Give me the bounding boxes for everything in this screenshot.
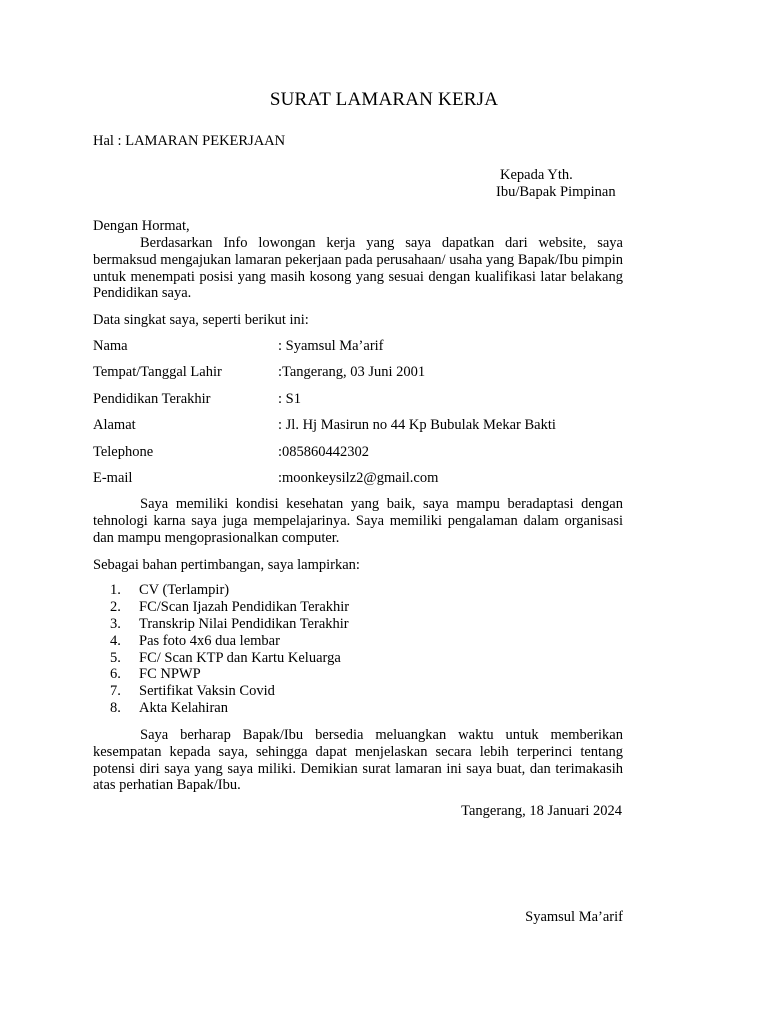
field-value-pendidikan: : S1 bbox=[278, 391, 301, 407]
list-item-text: CV (Terlampir) bbox=[139, 582, 230, 598]
field-label-telephone: Telephone bbox=[93, 444, 154, 460]
intro-paragraph-text: Berdasarkan Info lowongan kerja yang saya dapatkan dari website, saya bermaksud mengajukan lamaran pekerjaan pada perusahaan/ usaha yang Bapak/Ibu pimpin untuk menempati posisi yang masih kosong yang sesuai dengan kualifikasi latar belakang Pendidikan saya. bbox=[93, 235, 623, 302]
field-value-alamat: : Jl. Hj Masirun no 44 Kp Bubulak Mekar Bakti bbox=[278, 417, 556, 433]
data-intro: Data singkat saya, seperti berikut ini: bbox=[93, 312, 309, 328]
field-label-ttl: Tempat/Tanggal Lahir bbox=[93, 364, 222, 380]
attachments-intro: Sebagai bahan pertimbangan, saya lampirkan: bbox=[93, 557, 360, 573]
list-item bbox=[110, 633, 349, 650]
list-item bbox=[110, 700, 349, 717]
letter-subject: Hal : LAMARAN PEKERJAAN bbox=[93, 133, 286, 149]
health-paragraph-text: Saya memiliki kondisi kesehatan yang baik, saya mampu beradaptasi dengan tehnologi karna saya juga mempelajarinya. Saya memiliki pengalaman dalam organisasi dan mampu mengoprasionalkan computer. bbox=[93, 496, 623, 546]
list-item-number: 3. bbox=[110, 615, 121, 632]
place-date: Tangerang, 18 Januari 2024 bbox=[461, 803, 622, 819]
greeting: Dengan Hormat, bbox=[93, 218, 190, 234]
list-item bbox=[110, 582, 349, 599]
closing-paragraph bbox=[93, 727, 623, 794]
list-item-number: 5. bbox=[110, 649, 121, 666]
field-value-nama: : Syamsul Ma’arif bbox=[278, 338, 384, 354]
list-item-number: 7. bbox=[110, 683, 121, 700]
list-item-text: Sertifikat Vaksin Covid bbox=[139, 683, 275, 700]
field-label-email: E-mail bbox=[93, 470, 133, 486]
letter-title: SURAT LAMARAN KERJA bbox=[269, 89, 499, 110]
list-item bbox=[110, 666, 349, 683]
list-item-text: Akta Kelahiran bbox=[139, 700, 228, 717]
list-item-text: FC/ Scan KTP dan Kartu Keluarga bbox=[139, 649, 341, 666]
list-item-text: FC NPWP bbox=[139, 666, 201, 683]
list-item-number: 4. bbox=[110, 632, 121, 649]
field-value-ttl: :Tangerang, 03 Juni 2001 bbox=[278, 364, 426, 380]
list-item-text: Transkrip Nilai Pendidikan Terakhir bbox=[139, 615, 349, 632]
attachments-list bbox=[110, 582, 349, 717]
list-item-number: 2. bbox=[110, 598, 121, 615]
list-item-number: 6. bbox=[110, 666, 121, 683]
list-item bbox=[110, 599, 349, 616]
list-item bbox=[110, 683, 349, 700]
list-item-number: 1. bbox=[110, 582, 121, 598]
list-item-text: Pas foto 4x6 dua lembar bbox=[139, 632, 280, 649]
intro-paragraph bbox=[93, 235, 623, 302]
closing-paragraph-text: Saya berharap Bapak/Ibu bersedia meluangkan waktu untuk memberikan kesempatan kepada saya, sehingga dapat menjelaskan secara lebih terperinci tentang potensi diri saya yang saya miliki. Demikian surat lamaran ini saya buat, dan terimakasih atas perhatian Bapak/Ibu. bbox=[93, 727, 623, 794]
field-label-nama: Nama bbox=[93, 338, 128, 354]
list-item-text: FC/Scan Ijazah Pendidikan Terakhir bbox=[139, 598, 350, 615]
recipient-line-1: Kepada Yth. bbox=[500, 167, 573, 183]
field-label-alamat: Alamat bbox=[93, 417, 136, 433]
list-item-number: 8. bbox=[110, 700, 121, 717]
list-item bbox=[110, 650, 349, 667]
field-value-telephone: :085860442302 bbox=[278, 444, 370, 460]
recipient-line-2: Ibu/Bapak Pimpinan bbox=[496, 184, 616, 200]
list-item bbox=[110, 616, 349, 633]
field-label-pendidikan: Pendidikan Terakhir bbox=[93, 391, 211, 407]
field-value-email: :moonkeysilz2@gmail.com bbox=[278, 470, 439, 486]
signature-name: Syamsul Ma’arif bbox=[525, 909, 623, 925]
health-paragraph bbox=[93, 496, 623, 546]
